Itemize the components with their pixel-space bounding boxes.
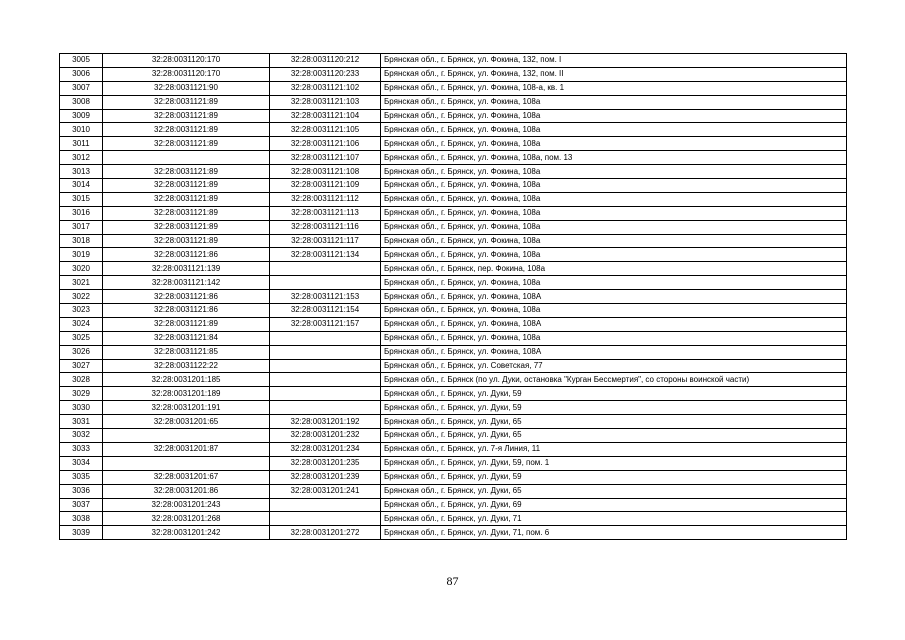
row-number-cell: 3019	[60, 248, 103, 262]
table-row	[60, 317, 847, 331]
object-cadastral-number-cell: 32:28:0031121:107	[270, 151, 381, 165]
object-cadastral-number-cell: 32:28:0031121:103	[270, 95, 381, 109]
address-cell: Брянская обл., г. Брянск, ул. 7-я Линия, 11	[381, 442, 847, 456]
row-number-cell: 3011	[60, 137, 103, 151]
address-cell: Брянская обл., г. Брянск, ул. Фокина, 108А	[381, 317, 847, 331]
row-number-cell: 3036	[60, 484, 103, 498]
row-number-cell: 3035	[60, 470, 103, 484]
object-cadastral-number-cell: 32:28:0031201:192	[270, 415, 381, 429]
object-cadastral-number-cell: 32:28:0031121:113	[270, 206, 381, 220]
table-row	[60, 456, 847, 470]
row-number-cell: 3027	[60, 359, 103, 373]
address-cell: Брянская обл., г. Брянск, ул. Фокина, 108а	[381, 206, 847, 220]
object-cadastral-number-cell: 32:28:0031121:106	[270, 137, 381, 151]
object-cadastral-number-cell	[270, 512, 381, 526]
parcel-cadastral-number-cell: 32:28:0031121:85	[103, 345, 270, 359]
object-cadastral-number-cell	[270, 387, 381, 401]
row-number-cell: 3012	[60, 151, 103, 165]
parcel-cadastral-number-cell: 32:28:0031121:86	[103, 304, 270, 318]
table-row	[60, 276, 847, 290]
row-number-cell: 3015	[60, 192, 103, 206]
table-row	[60, 248, 847, 262]
address-cell: Брянская обл., г. Брянск, ул. Фокина, 108а	[381, 123, 847, 137]
register-table-body	[60, 54, 847, 540]
object-cadastral-number-cell: 32:28:0031201:235	[270, 456, 381, 470]
object-cadastral-number-cell	[270, 262, 381, 276]
row-number-cell: 3023	[60, 304, 103, 318]
object-cadastral-number-cell: 32:28:0031121:117	[270, 234, 381, 248]
table-row	[60, 373, 847, 387]
object-cadastral-number-cell: 32:28:0031121:102	[270, 81, 381, 95]
row-number-cell: 3006	[60, 67, 103, 81]
row-number-cell: 3037	[60, 498, 103, 512]
table-row	[60, 206, 847, 220]
row-number-cell: 3032	[60, 429, 103, 443]
object-cadastral-number-cell: 32:28:0031120:233	[270, 67, 381, 81]
row-number-cell: 3009	[60, 109, 103, 123]
row-number-cell: 3024	[60, 317, 103, 331]
object-cadastral-number-cell: 32:28:0031121:157	[270, 317, 381, 331]
parcel-cadastral-number-cell: 32:28:0031121:89	[103, 95, 270, 109]
address-cell: Брянская обл., г. Брянск, ул. Фокина, 108а	[381, 95, 847, 109]
table-row	[60, 165, 847, 179]
address-cell: Брянская обл., г. Брянск (по ул. Дуки, остановка "Курган Бессмертия", со стороны воинской части)	[381, 373, 847, 387]
address-cell: Брянская обл., г. Брянск, ул. Дуки, 59	[381, 401, 847, 415]
parcel-cadastral-number-cell: 32:28:0031121:89	[103, 165, 270, 179]
address-cell: Брянская обл., г. Брянск, ул. Дуки, 69	[381, 498, 847, 512]
object-cadastral-number-cell: 32:28:0031121:116	[270, 220, 381, 234]
address-cell: Брянская обл., г. Брянск, ул. Советская, 77	[381, 359, 847, 373]
address-cell: Брянская обл., г. Брянск, ул. Фокина, 108а	[381, 248, 847, 262]
object-cadastral-number-cell: 32:28:0031121:104	[270, 109, 381, 123]
row-number-cell: 3022	[60, 290, 103, 304]
table-row	[60, 498, 847, 512]
row-number-cell: 3020	[60, 262, 103, 276]
row-number-cell: 3021	[60, 276, 103, 290]
object-cadastral-number-cell: 32:28:0031121:108	[270, 165, 381, 179]
parcel-cadastral-number-cell: 32:28:0031120:170	[103, 67, 270, 81]
table-row	[60, 179, 847, 193]
parcel-cadastral-number-cell: 32:28:0031201:65	[103, 415, 270, 429]
table-row	[60, 220, 847, 234]
parcel-cadastral-number-cell: 32:28:0031121:89	[103, 206, 270, 220]
address-cell: Брянская обл., г. Брянск, ул. Фокина, 132, пом. II	[381, 67, 847, 81]
table-row	[60, 151, 847, 165]
table-row	[60, 67, 847, 81]
address-cell: Брянская обл., г. Брянск, ул. Фокина, 132, пом. I	[381, 54, 847, 68]
object-cadastral-number-cell: 32:28:0031120:212	[270, 54, 381, 68]
parcel-cadastral-number-cell: 32:28:0031121:89	[103, 220, 270, 234]
parcel-cadastral-number-cell: 32:28:0031121:89	[103, 317, 270, 331]
row-number-cell: 3030	[60, 401, 103, 415]
address-cell: Брянская обл., г. Брянск, ул. Дуки, 71	[381, 512, 847, 526]
row-number-cell: 3010	[60, 123, 103, 137]
parcel-cadastral-number-cell: 32:28:0031121:89	[103, 179, 270, 193]
object-cadastral-number-cell	[270, 373, 381, 387]
parcel-cadastral-number-cell	[103, 456, 270, 470]
address-cell: Брянская обл., г. Брянск, ул. Фокина, 108а	[381, 331, 847, 345]
table-row	[60, 290, 847, 304]
table-row	[60, 359, 847, 373]
parcel-cadastral-number-cell	[103, 151, 270, 165]
address-cell: Брянская обл., г. Брянск, ул. Фокина, 108а	[381, 179, 847, 193]
parcel-cadastral-number-cell: 32:28:0031201:189	[103, 387, 270, 401]
address-cell: Брянская обл., г. Брянск, ул. Дуки, 71, пом. 6	[381, 526, 847, 540]
row-number-cell: 3016	[60, 206, 103, 220]
parcel-cadastral-number-cell: 32:28:0031121:89	[103, 109, 270, 123]
address-cell: Брянская обл., г. Брянск, ул. Фокина, 108а	[381, 304, 847, 318]
parcel-cadastral-number-cell: 32:28:0031121:90	[103, 81, 270, 95]
address-cell: Брянская обл., г. Брянск, ул. Дуки, 59	[381, 387, 847, 401]
table-row	[60, 401, 847, 415]
table-row	[60, 387, 847, 401]
register-table	[59, 53, 847, 540]
table-row	[60, 81, 847, 95]
address-cell: Брянская обл., г. Брянск, ул. Фокина, 108А	[381, 290, 847, 304]
table-row	[60, 95, 847, 109]
table-row	[60, 484, 847, 498]
object-cadastral-number-cell: 32:28:0031121:134	[270, 248, 381, 262]
row-number-cell: 3033	[60, 442, 103, 456]
address-cell: Брянская обл., г. Брянск, ул. Фокина, 108а	[381, 109, 847, 123]
row-number-cell: 3039	[60, 526, 103, 540]
row-number-cell: 3031	[60, 415, 103, 429]
table-row	[60, 262, 847, 276]
row-number-cell: 3018	[60, 234, 103, 248]
row-number-cell: 3007	[60, 81, 103, 95]
row-number-cell: 3029	[60, 387, 103, 401]
parcel-cadastral-number-cell: 32:28:0031121:89	[103, 123, 270, 137]
parcel-cadastral-number-cell: 32:28:0031122:22	[103, 359, 270, 373]
object-cadastral-number-cell: 32:28:0031201:241	[270, 484, 381, 498]
table-row	[60, 526, 847, 540]
object-cadastral-number-cell: 32:28:0031201:234	[270, 442, 381, 456]
object-cadastral-number-cell: 32:28:0031201:239	[270, 470, 381, 484]
row-number-cell: 3017	[60, 220, 103, 234]
address-cell: Брянская обл., г. Брянск, ул. Фокина, 108а	[381, 276, 847, 290]
row-number-cell: 3028	[60, 373, 103, 387]
object-cadastral-number-cell	[270, 498, 381, 512]
address-cell: Брянская обл., г. Брянск, ул. Фокина, 108-а, кв. 1	[381, 81, 847, 95]
table-row	[60, 109, 847, 123]
parcel-cadastral-number-cell: 32:28:0031121:86	[103, 290, 270, 304]
row-number-cell: 3025	[60, 331, 103, 345]
object-cadastral-number-cell: 32:28:0031201:232	[270, 429, 381, 443]
address-cell: Брянская обл., г. Брянск, ул. Фокина, 108а	[381, 192, 847, 206]
parcel-cadastral-number-cell: 32:28:0031121:84	[103, 331, 270, 345]
table-row	[60, 234, 847, 248]
object-cadastral-number-cell: 32:28:0031121:154	[270, 304, 381, 318]
address-cell: Брянская обл., г. Брянск, ул. Дуки, 59	[381, 470, 847, 484]
table-row	[60, 442, 847, 456]
address-cell: Брянская обл., г. Брянск, ул. Фокина, 108а	[381, 234, 847, 248]
parcel-cadastral-number-cell: 32:28:0031201:67	[103, 470, 270, 484]
object-cadastral-number-cell	[270, 401, 381, 415]
address-cell: Брянская обл., г. Брянск, пер. Фокина, 108а	[381, 262, 847, 276]
address-cell: Брянская обл., г. Брянск, ул. Фокина, 108а	[381, 137, 847, 151]
parcel-cadastral-number-cell: 32:28:0031201:191	[103, 401, 270, 415]
table-row	[60, 512, 847, 526]
parcel-cadastral-number-cell: 32:28:0031121:89	[103, 192, 270, 206]
address-cell: Брянская обл., г. Брянск, ул. Фокина, 108А	[381, 345, 847, 359]
parcel-cadastral-number-cell: 32:28:0031201:87	[103, 442, 270, 456]
table-row	[60, 345, 847, 359]
row-number-cell: 3034	[60, 456, 103, 470]
page-number: 87	[446, 574, 459, 588]
row-number-cell: 3013	[60, 165, 103, 179]
parcel-cadastral-number-cell: 32:28:0031201:86	[103, 484, 270, 498]
address-cell: Брянская обл., г. Брянск, ул. Дуки, 65	[381, 429, 847, 443]
parcel-cadastral-number-cell: 32:28:0031201:242	[103, 526, 270, 540]
address-cell: Брянская обл., г. Брянск, ул. Фокина, 108а	[381, 165, 847, 179]
table-row	[60, 429, 847, 443]
address-cell: Брянская обл., г. Брянск, ул. Фокина, 108а, пом. 13	[381, 151, 847, 165]
parcel-cadastral-number-cell: 32:28:0031121:86	[103, 248, 270, 262]
address-cell: Брянская обл., г. Брянск, ул. Дуки, 65	[381, 484, 847, 498]
row-number-cell: 3026	[60, 345, 103, 359]
table-row	[60, 331, 847, 345]
parcel-cadastral-number-cell: 32:28:0031201:243	[103, 498, 270, 512]
object-cadastral-number-cell	[270, 345, 381, 359]
parcel-cadastral-number-cell: 32:28:0031120:170	[103, 54, 270, 68]
object-cadastral-number-cell: 32:28:0031201:272	[270, 526, 381, 540]
parcel-cadastral-number-cell: 32:28:0031121:89	[103, 137, 270, 151]
object-cadastral-number-cell	[270, 359, 381, 373]
address-cell: Брянская обл., г. Брянск, ул. Дуки, 65	[381, 415, 847, 429]
address-cell: Брянская обл., г. Брянск, ул. Дуки, 59, пом. 1	[381, 456, 847, 470]
row-number-cell: 3038	[60, 512, 103, 526]
object-cadastral-number-cell	[270, 331, 381, 345]
row-number-cell: 3014	[60, 179, 103, 193]
parcel-cadastral-number-cell	[103, 429, 270, 443]
row-number-cell: 3008	[60, 95, 103, 109]
row-number-cell: 3005	[60, 54, 103, 68]
address-cell: Брянская обл., г. Брянск, ул. Фокина, 108а	[381, 220, 847, 234]
object-cadastral-number-cell: 32:28:0031121:153	[270, 290, 381, 304]
object-cadastral-number-cell: 32:28:0031121:105	[270, 123, 381, 137]
parcel-cadastral-number-cell: 32:28:0031121:139	[103, 262, 270, 276]
table-row	[60, 192, 847, 206]
parcel-cadastral-number-cell: 32:28:0031201:185	[103, 373, 270, 387]
object-cadastral-number-cell	[270, 276, 381, 290]
table-row	[60, 54, 847, 68]
object-cadastral-number-cell: 32:28:0031121:112	[270, 192, 381, 206]
parcel-cadastral-number-cell: 32:28:0031201:268	[103, 512, 270, 526]
table-row	[60, 304, 847, 318]
table-row	[60, 123, 847, 137]
parcel-cadastral-number-cell: 32:28:0031121:89	[103, 234, 270, 248]
table-row	[60, 137, 847, 151]
table-row	[60, 470, 847, 484]
parcel-cadastral-number-cell: 32:28:0031121:142	[103, 276, 270, 290]
object-cadastral-number-cell: 32:28:0031121:109	[270, 179, 381, 193]
table-row	[60, 415, 847, 429]
